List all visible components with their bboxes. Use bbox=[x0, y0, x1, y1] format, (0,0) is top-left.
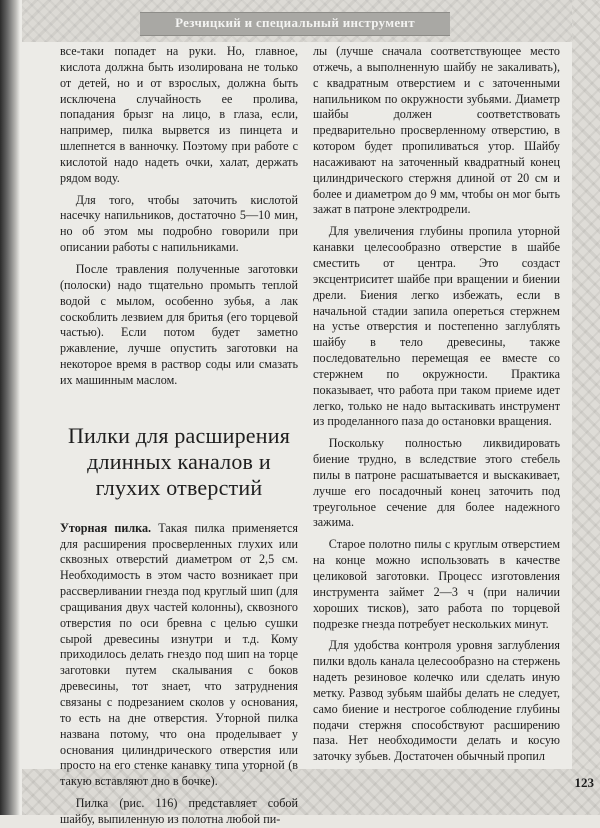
section-title: Пилки для расширения длинных каналов и глухих отверстий bbox=[67, 422, 291, 500]
right-paragraph-2: Для увеличения глубины пропила уторной канавки целесообразно отверстие в шайбе сместить от центра. Это создаст эксцентриситет шайбе при вращении и биении дрели. Биения легко избежать, если в начальной стадии запила опереться стержнем на устье отверстия и постепенно заглублять шайбу в тело древесины, также последовательно перемещая ее вместе со стержнем по окружности. Практика показывает, что работа при таком приеме идет легко, только не надо вытаскивать инструмент из проделанного паза до остановки вращения. bbox=[313, 224, 560, 429]
right-column bbox=[313, 44, 560, 765]
left-column bbox=[60, 44, 298, 828]
left-paragraph-5: Пилка (рис. 116) представляет собой шайбу, выпиленную из полотна любой пи- bbox=[60, 796, 298, 826]
right-paragraph-5: Для удобства контроля уровня заглубления пилки вдоль канала целесообразно на стержень надеть резиновое колечко или сделать иную метку. Развод зубьям шайбы делать не следует, само биение и нестрогое соблюдение глубины подачи стержня способствуют расширению паза. Нет необходимости делать и косую заточку зубьев. Достаточен обычный пропил bbox=[313, 638, 560, 764]
binding-shadow bbox=[0, 0, 20, 815]
running-head: Резчицкий и специальный инструмент bbox=[175, 15, 415, 30]
left-paragraph-4-text: Такая пилка применяется для расширения просверленных глухих или сквозных отверстий диаметром от 2,5 см. Необходимость в этом часто возникает при рассверливании гнезда под круглый шип (для сращивания двух частей колонны), сквозного отверстия по оси бревна с целью сушки сырой древесины изнутри и т.д. Кому приходилось делать гнездо под шип на торце заготовки путем скалывания с боков древесины, тот знает, что затруднения связаны с подрезанием сколов у основания, то есть на дне отверстия. Уторной пилка названа потому, что она проделывает у основания цилиндрического отверстия или просто на его стенке канавку типа уторной (в такую вставляют дно в бочке). bbox=[60, 520, 298, 789]
term-utornaya-pilka: Уторная пилка. bbox=[60, 520, 152, 535]
left-paragraph-1: все-таки попадет на руки. Но, главное, кислота должна быть изолирована не только от детей, но и от взрослых, должна быть исключена случайность ее пролива, попадания брызг на лицо, в глаза, если, например, пилка вырвется из пинцета и шлепнется в ванночку. Поэтому при работе с кислотой надо надеть очки, халат, держать рядом воду. bbox=[60, 44, 298, 185]
ornament-border-right bbox=[572, 0, 600, 815]
page-number: 123 bbox=[574, 775, 594, 790]
left-paragraph-4 bbox=[60, 521, 298, 790]
right-paragraph-1: лы (лучше сначала соответствующее место отжечь, а выполненную шайбу не закаливать), с квадратным отверстием и с заточенными напильником по окружности зубьями. Диаметр шайбы должен соответствовать предварительно просверленному отверстию, в котором будет пропиливаться утор. Шайбу насаживают на заточенный квадратный конец цилиндрического стержня длиной от 20 см и более и диаметром до 9 мм, чтобы он мог быть зажат в патроне электродрели. bbox=[313, 44, 560, 217]
right-paragraph-3: Поскольку полностью ликвидировать биение трудно, в вследствие этого стебель пилы в патроне расшатывается и выскакивает, лучше его посадочный конец заточить под треугольное сечение для более надежного зажима. bbox=[313, 436, 560, 530]
right-paragraph-4: Старое полотно пилы с круглым отверстием на конце можно использовать в качестве целиковой заготовки. Процесс изготовления инструмента займет 2—3 ч (при наличии хороших тисков), зато работа по торцевой подрезке гнезда потребует нескольких минут. bbox=[313, 537, 560, 631]
left-paragraph-3: После травления полученные заготовки (полоски) надо тщательно промыть теплой водой с мылом, особенно зубья, а лак соскоблить лезвием для бритья (его торцевой частью). Если потом будет заметно ржавление, лучше опустить заготовки на некоторое время в раствор соды или смазать их машинным маслом. bbox=[60, 261, 298, 387]
left-paragraph-2: Для того, чтобы заточить кислотой насечку напильников, достаточно 5—10 мин, но об этом мы подробно говорили при описании работы с напильниками. bbox=[60, 192, 298, 255]
